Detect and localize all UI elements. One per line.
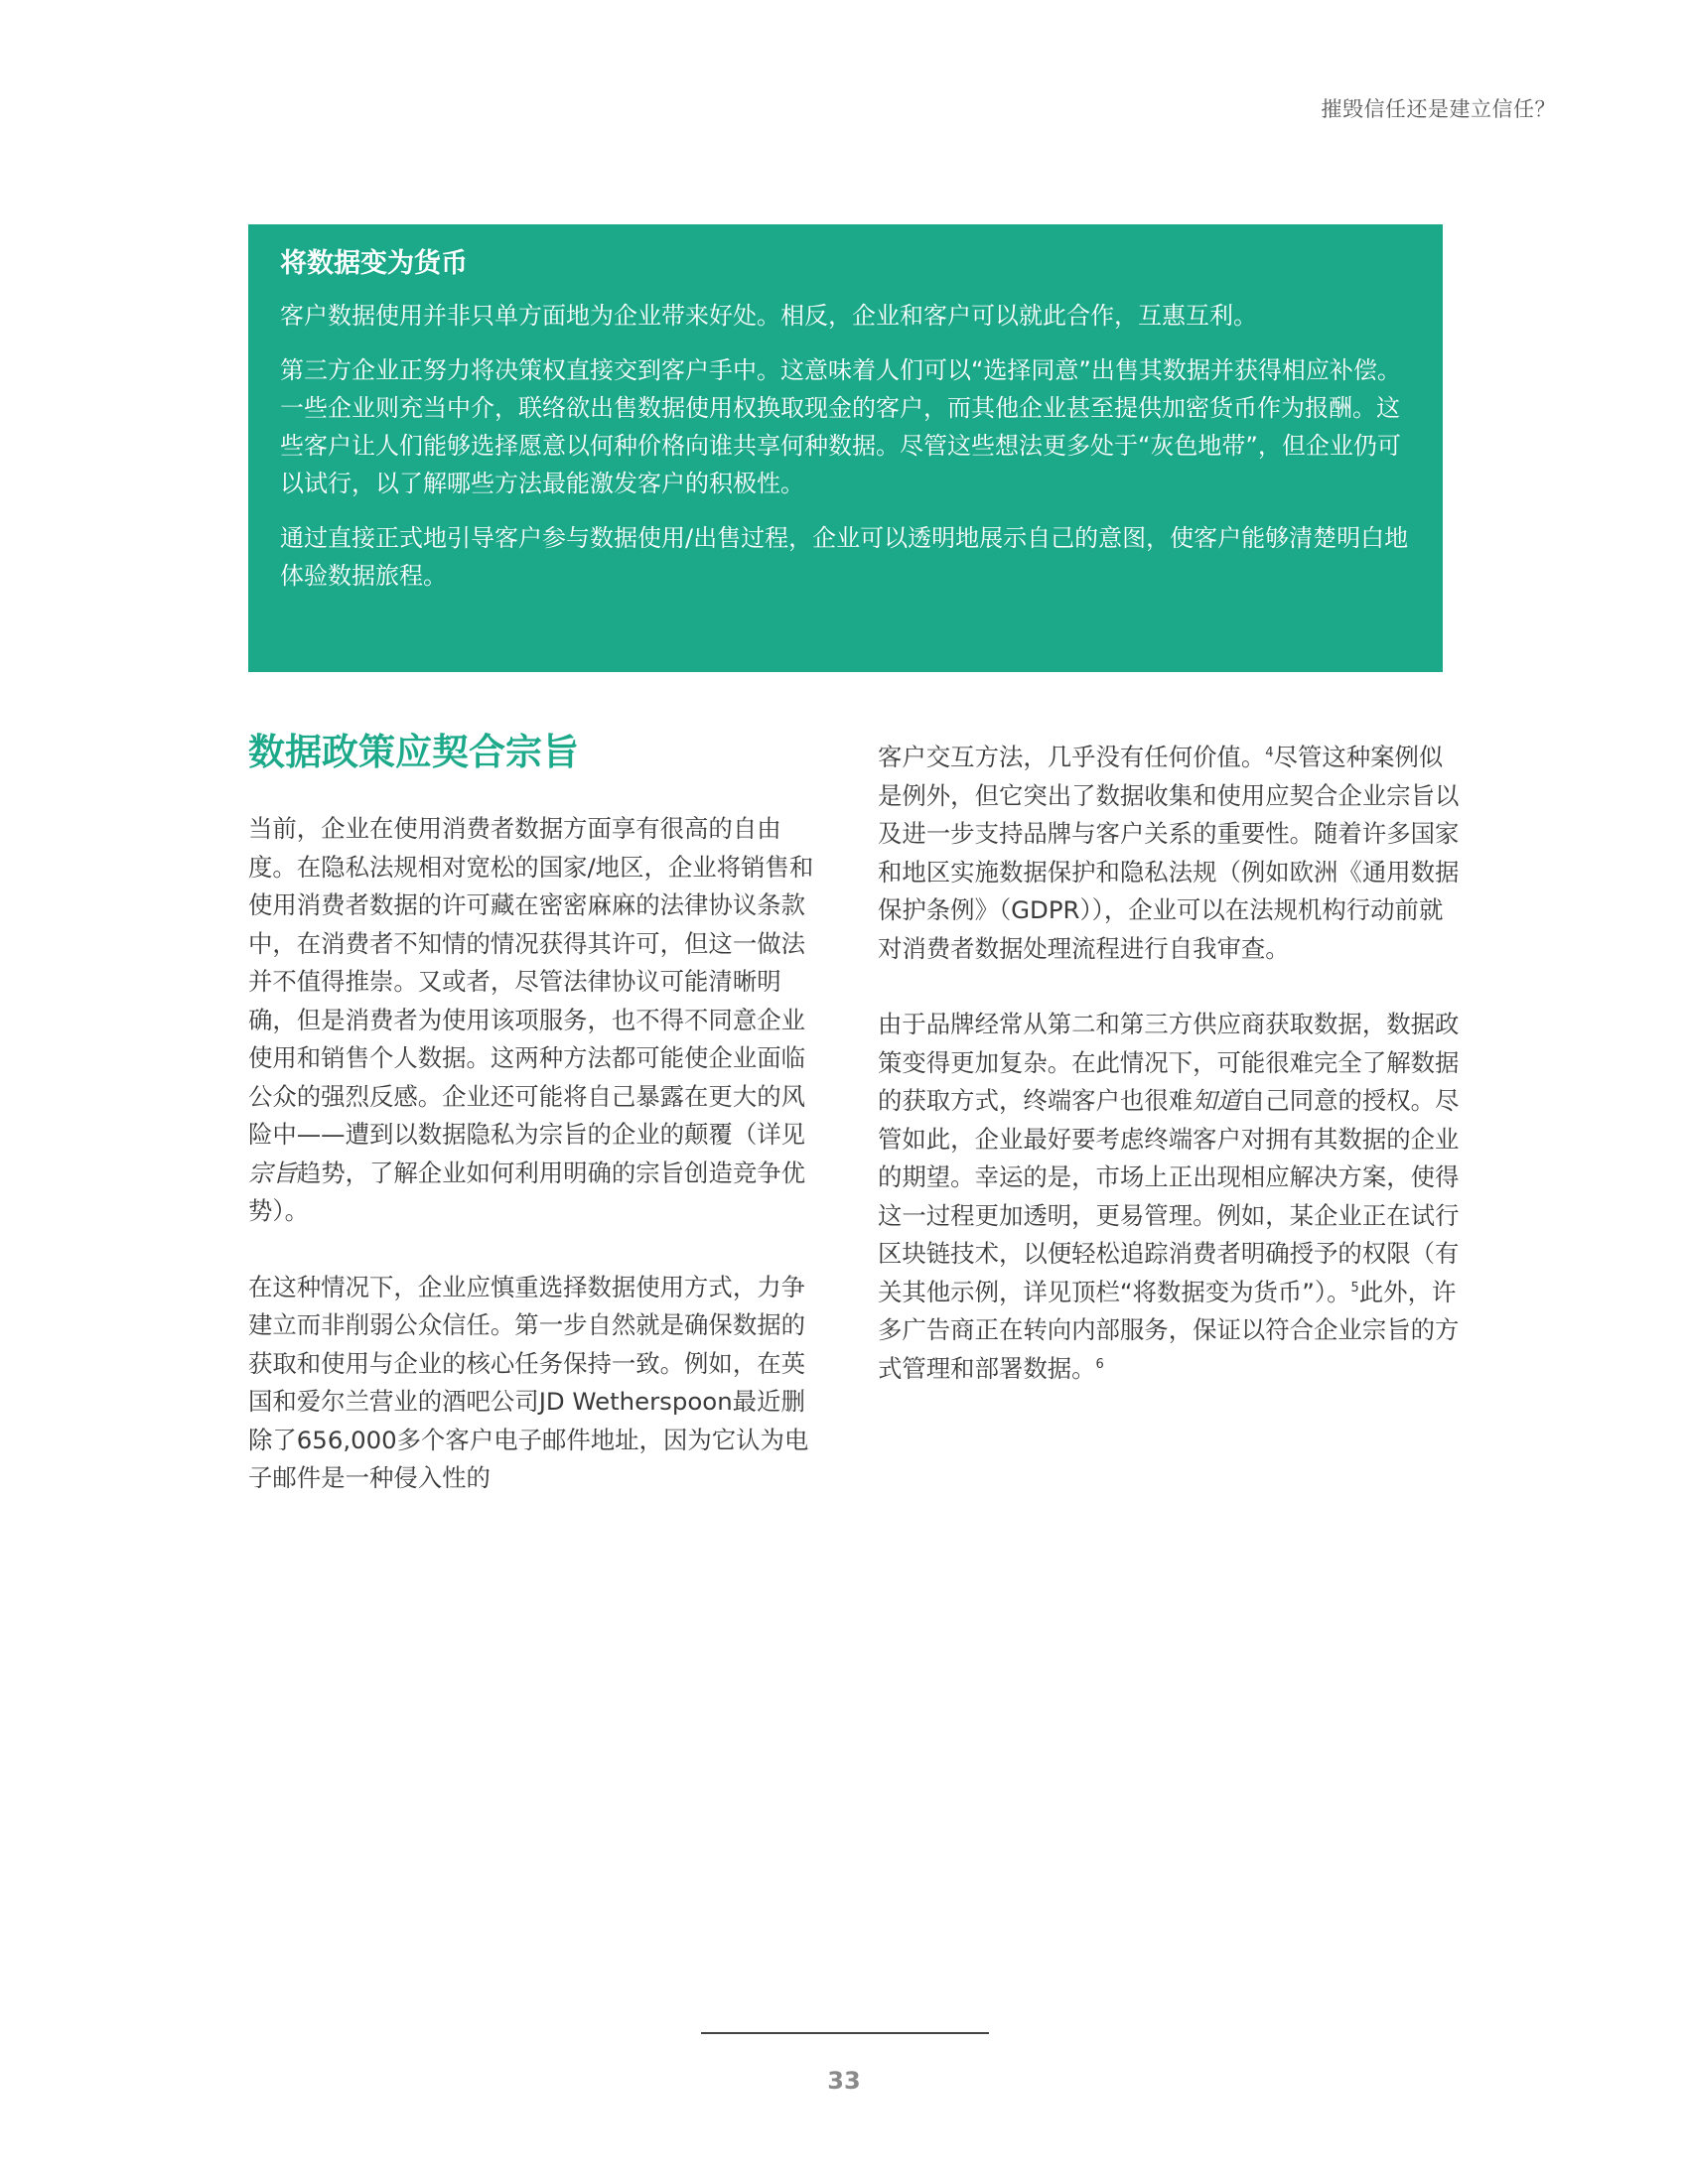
italic-term: 知道: [1193, 1086, 1241, 1115]
left-column: [248, 731, 824, 1536]
sidebar-paragraph: 通过直接正式地引导客户参与数据使用/出售过程，企业可以透明地展示自己的意图，使客户能够清楚明白地体验数据旅程。: [280, 524, 1409, 591]
sidebar-paragraph: 客户数据使用并非只单方面地为企业带来好处。相反，企业和客户可以就此合作，互惠互利。: [280, 302, 1257, 331]
body-paragraph: [248, 810, 824, 1231]
footnote-ref: 6: [1095, 1356, 1104, 1372]
right-column: [878, 739, 1464, 1426]
footnote-ref: 4: [1265, 745, 1274, 760]
italic-term: 宗旨: [248, 1158, 297, 1187]
text-run: 客户交互方法，几乎没有任何价值。: [878, 743, 1266, 771]
body-paragraph: [878, 739, 1464, 968]
body-paragraph: 在这种情况下，企业应慎重选择数据使用方式，力争建立而非削弱公众信任。第一步自然就是确保数据的获取和使用与企业的核心任务保持一致。例如，在英国和爱尔兰营业的酒吧公司JD Wetherspoon最近删除了656,000多个客户电子邮件地址，因为它认为电子邮件是一种侵入性的: [248, 1272, 809, 1493]
footnote-ref: 5: [1350, 1280, 1359, 1296]
page-number: 33: [827, 2067, 861, 2095]
section-heading: 数据政策应契合宗旨: [248, 731, 579, 773]
text-run: 此外，许多广告商正在转向内部服务，保证以符合企业宗旨的方式管理和部署数据。: [878, 1277, 1460, 1383]
text-run: 当前，企业在使用消费者数据方面享有很高的自由度。在隐私法规相对宽松的国家/地区，企业将销售和使用消费者数据的许可藏在密密麻麻的法律协议条款中，在消费者不知情的情况获得其许可，但这一做法并不值得推崇。又或者，尽管法律协议可能清晰明确，但是消费者为使用该项服务，也不得不同意企业使用和销售个人数据。这两种方法都可能使企业面临公众的强烈反感。企业还可能将自己暴露在更大的风险中——遭到以数据隐私为宗旨的企业的颠覆（详见: [248, 814, 814, 1150]
footer-rule: [701, 2032, 989, 2034]
text-run: 由于品牌经常从第二和第三方供应商获取数据，数据政策变得更加复杂。在此情况下，可能很难完全了解数据的获取方式，终端客户也很难: [878, 1010, 1460, 1115]
sidebar-title: 将数据变为货币: [280, 248, 468, 279]
text-run: 自己同意的授权。尽管如此，企业最好要考虑终端客户对拥有其数据的企业的期望。幸运的是，市场上正出现相应解决方案，使得这一过程更加透明，更易管理。例如，某企业正在试行区块链技术，以便轻松追踪消费者明确授予的权限（有关其他示例，详见顶栏“将数据变为货币”）。: [878, 1086, 1460, 1306]
text-run: 趋势，了解企业如何利用明确的宗旨创造竞争优势）。: [248, 1158, 806, 1226]
text-run: 尽管这种案例似是例外，但它突出了数据收集和使用应契合企业宗旨以及进一步支持品牌与客户关系的重要性。随着许多国家和地区实施数据保护和隐私法规（例如欧洲《通用数据保护条例》（GDPR）），企业可以在法规机构行动前就对消费者数据处理流程进行自我审查。: [878, 743, 1460, 963]
body-paragraph: [878, 1006, 1464, 1388]
sidebar-paragraph: 第三方企业正努力将决策权直接交到客户手中。这意味着人们可以“选择同意”出售其数据并获得相应补偿。一些企业则充当中介，联络欲出售数据使用权换取现金的客户，而其他企业甚至提供加密货币作为报酬。这些客户让人们能够选择愿意以何种价格向谁共享何种数据。尽管这些想法更多处于“灰色地带”，但企业仍可以试行，以了解哪些方法最能激发客户的积极性。: [280, 356, 1401, 498]
running-header: 摧毁信任还是建立信任？: [1321, 97, 1556, 121]
sidebar-box: [248, 224, 1443, 672]
